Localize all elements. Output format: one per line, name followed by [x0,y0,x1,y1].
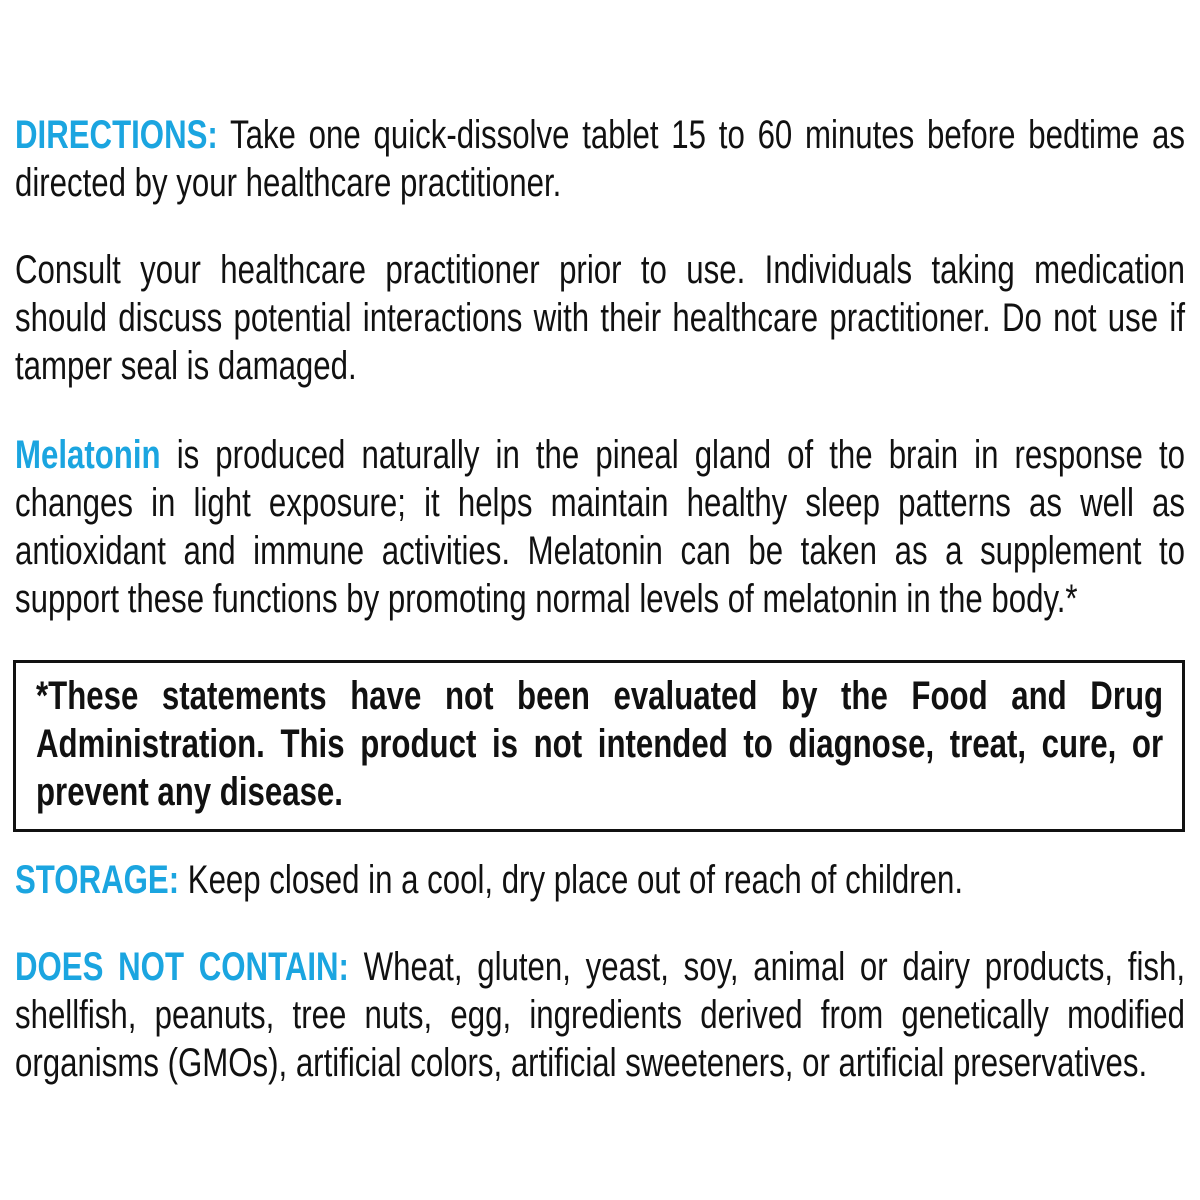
storage-paragraph [15,856,1185,904]
does-not-contain-text: Wheat, gluten, yeast, soy, animal or dairy products, fish, shellfish, peanuts, tree nuts, egg, ingredients derived from genetically modified organisms (GMOs), artificial colors, artificial sweeteners, or artificial preservatives. [15,945,1186,1085]
directions-paragraph [15,111,1185,207]
directions-text: Take one quick-dissolve tablet 15 to 60 minutes before bedtime as directed by your healthcare practitioner. [15,113,1185,205]
directions-label: DIRECTIONS: [15,113,218,157]
storage-label: STORAGE: [15,858,180,902]
disclaimer-box [13,660,1185,832]
melatonin-text: is produced naturally in the pineal gland of the brain in response to changes in light exposure; it helps maintain healthy sleep patterns as well as antioxidant and immune activities. Melatonin can be taken as a supplement to support these functions by promoting normal levels of melatonin in the body.* [15,433,1186,621]
does-not-contain-label: DOES NOT CONTAIN: [15,945,349,989]
does-not-contain-paragraph [15,943,1185,1087]
melatonin-paragraph [15,431,1185,623]
caution-paragraph: Consult your healthcare practitioner prior to use. Individuals taking medication should discuss potential interactions with their healthcare practitioner. Do not use if tamper seal is damaged. [15,248,1185,388]
storage-text: Keep closed in a cool, dry place out of reach of children. [179,858,964,902]
melatonin-label: Melatonin [15,433,161,477]
disclaimer-text: *These statements have not been evaluated by the Food and Drug Administration. This product is not intended to diagnose, treat, cure, or prevent any disease. [36,674,1164,814]
